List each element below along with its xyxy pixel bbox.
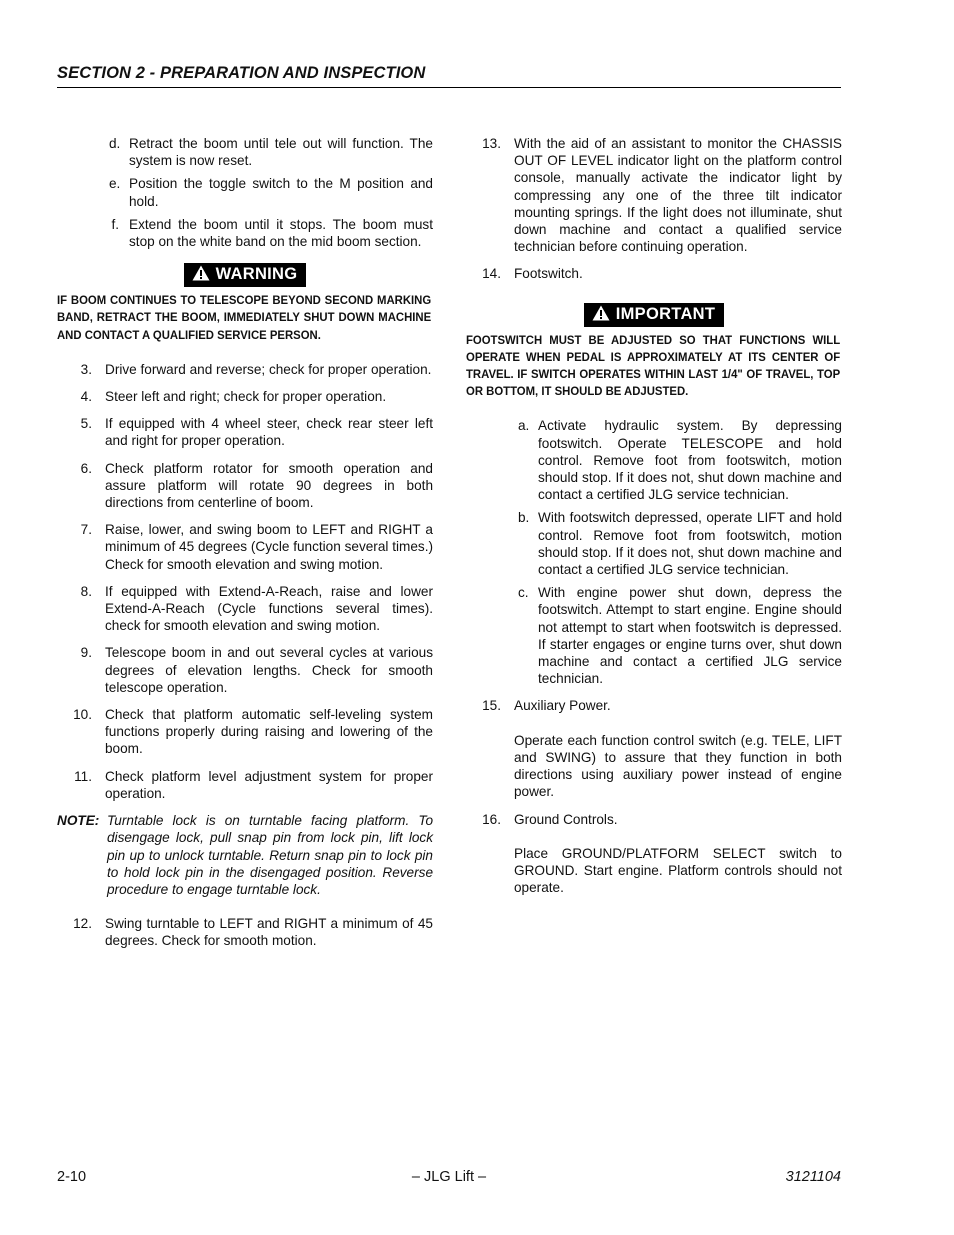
steps-list	[57, 361, 433, 802]
step-body	[514, 697, 842, 800]
sub-item-marker: e.	[109, 176, 121, 192]
note-block	[57, 812, 433, 898]
step-11	[57, 768, 433, 802]
step-text: Check platform rotator for smooth operation and assure platform will rotate 90 degrees in both directions from centerline of boom.	[105, 460, 433, 511]
step-number: 4.	[80, 389, 92, 405]
step-text: Steer left and right; check for proper operation.	[105, 389, 387, 405]
step-number: 7.	[80, 522, 92, 538]
step-text: If equipped with Extend-A-Reach, raise and lower Extend-A-Reach (Cycle functions several times). check for smooth elevation and swing motion.	[105, 583, 433, 634]
step-14	[466, 265, 842, 282]
warning-triangle-icon	[592, 305, 610, 326]
step-number: 9.	[80, 645, 92, 661]
step-8	[57, 583, 433, 635]
sub-item-marker: d.	[109, 136, 121, 151]
sub-item-text: With engine power shut down, depress the footswitch. Attempt to start engine. Engine should not attempt to start when footswitch is depressed. If starter engages or engine turns over, shut down machine and contact a certified JLG service technician.	[538, 585, 842, 687]
section-header	[57, 64, 841, 88]
right-column	[466, 135, 842, 896]
step-text: Operate each function control switch (e.g. TELE, LIFT and SWING) to assure that they function in both directions using auxiliary power instead of engine power.	[514, 732, 842, 800]
sub-item-text: Retract the boom until tele out will function. The system is now reset.	[129, 136, 433, 169]
sub-item-marker: b.	[518, 510, 530, 526]
step-text: Raise, lower, and swing boom to LEFT and RIGHT a minimum of 45 degrees (Cycle function several times.) Check for smooth elevation and swing motion.	[105, 522, 433, 572]
step-body	[514, 811, 842, 897]
sub-item-marker: f.	[111, 216, 119, 232]
sub-item-a	[518, 417, 842, 503]
step-9	[57, 644, 433, 696]
footer-center-text: – JLG Lift –	[411, 1169, 487, 1185]
warning-badge	[184, 263, 307, 287]
step-16	[466, 811, 842, 897]
note-label: NOTE:	[57, 813, 100, 829]
step-number: 14.	[482, 266, 501, 282]
sub-item-text: With footswitch depressed, operate LIFT and hold control. Remove foot from footswitch, motion should stop. If it does not, shut down machine and contact a certified JLG service technician.	[538, 510, 842, 578]
step-text: Check platform level adjustment system for proper operation.	[105, 768, 433, 801]
sub-item-marker: a.	[518, 418, 530, 434]
sub-item-f	[109, 216, 433, 250]
step-text: Telescope boom in and out several cycles at various degrees of elevation lengths. Check for smooth telescope operation.	[105, 645, 433, 695]
step-6	[57, 460, 433, 512]
document-number: 3121104	[785, 1169, 841, 1185]
step-number: 8.	[80, 583, 92, 599]
step-text: With the aid of an assistant to monitor the CHASSIS OUT OF LEVEL indicator light on the platform control console, manually activate the indicator light by compressing any one of the three tilt indicator mounting springs. If the light does not illuminate, shut down machine and contact a qualified service technician before continuing operation.	[514, 136, 842, 255]
page-number: 2-10	[57, 1169, 87, 1185]
sub-item-e	[109, 175, 433, 209]
step-4	[57, 388, 433, 405]
step-title: Ground Controls.	[514, 811, 618, 827]
step-7	[57, 521, 433, 573]
warning-text: IF BOOM CONTINUES TO TELESCOPE BEYOND SECOND MARKING BAND, RETRACT THE BOOM, IMMEDIATELY SHUT DOWN MACHINE AND CONTACT A QUALIFIED SERVICE PERSON.	[57, 293, 432, 342]
step-number: 3.	[80, 361, 92, 377]
important-label: IMPORTANT	[615, 304, 716, 323]
step-5	[57, 415, 433, 449]
step-12	[57, 915, 433, 949]
step-number: 5.	[80, 416, 92, 432]
warning-triangle-icon	[192, 265, 210, 286]
important-text: FOOTSWITCH MUST BE ADJUSTED SO THAT FUNCTIONS WILL OPERATE WHEN PEDAL IS APPROXIMATELY AT ITS CENTER OF TRAVEL. IF SWITCH OPERATES WITHIN LAST 1/4" OF TRAVEL, TOP OR BOTTOM, IT SHOULD BE ADJUSTED.	[466, 332, 841, 399]
step-text: If equipped with 4 wheel steer, check rear steer left and right for proper operation.	[105, 416, 433, 449]
step-15	[466, 697, 842, 800]
important-badge-wrap	[466, 303, 842, 327]
step-text: Check that platform automatic self-leveling system functions properly during raising and lowering of the boom.	[105, 707, 433, 757]
sub-item-text: Position the toggle switch to the M position and hold.	[129, 176, 433, 209]
sub-item-text: Activate hydraulic system. By depressing footswitch. Operate TELESCOPE and hold control. Remove foot from footswitch, motion should stop. If it does not, shut down machine and contact a certified JLG service technician.	[538, 418, 842, 503]
step-number: 16.	[482, 811, 501, 827]
step-text: Drive forward and reverse; check for proper operation.	[105, 361, 432, 377]
note-text: Turntable lock is on turntable facing platform. To disengage lock, pull snap pin from lock pin, lift lock pin up to unlock turntable. Return snap pin to lock pin to hold lock pin in the disengaged position. Reverse procedure to engage turntable lock.	[107, 813, 433, 897]
footswitch-substeps	[518, 417, 842, 687]
sub-item-c	[518, 584, 842, 687]
section-title: SECTION 2 - PREPARATION AND INSPECTION	[57, 64, 426, 82]
step-number: 12.	[73, 916, 92, 932]
important-badge	[584, 303, 725, 327]
step-number: 10.	[73, 707, 92, 723]
step-10	[57, 706, 433, 758]
warning-badge-wrap	[57, 263, 433, 287]
step-text: Swing turntable to LEFT and RIGHT a minimum of 45 degrees. Check for smooth motion.	[105, 916, 433, 949]
step-number: 6.	[80, 460, 92, 476]
step-number: 13.	[482, 136, 501, 151]
step-text: Footswitch.	[514, 266, 583, 282]
step-number: 11.	[74, 768, 92, 784]
sub-item-d	[109, 135, 433, 169]
left-column	[57, 135, 433, 950]
sub-item-b	[518, 509, 842, 578]
step-number: 15.	[482, 698, 501, 714]
sub-item-text: Extend the boom until it stops. The boom must stop on the white band on the mid boom section.	[129, 216, 433, 250]
step-13	[466, 135, 842, 255]
step-text: Place GROUND/PLATFORM SELECT switch to GROUND. Start engine. Platform controls should not operate.	[514, 845, 842, 896]
step-title: Auxiliary Power.	[514, 698, 611, 714]
step-3	[57, 361, 433, 378]
warning-label: WARNING	[215, 265, 298, 284]
sub-item-marker: c.	[518, 585, 529, 601]
